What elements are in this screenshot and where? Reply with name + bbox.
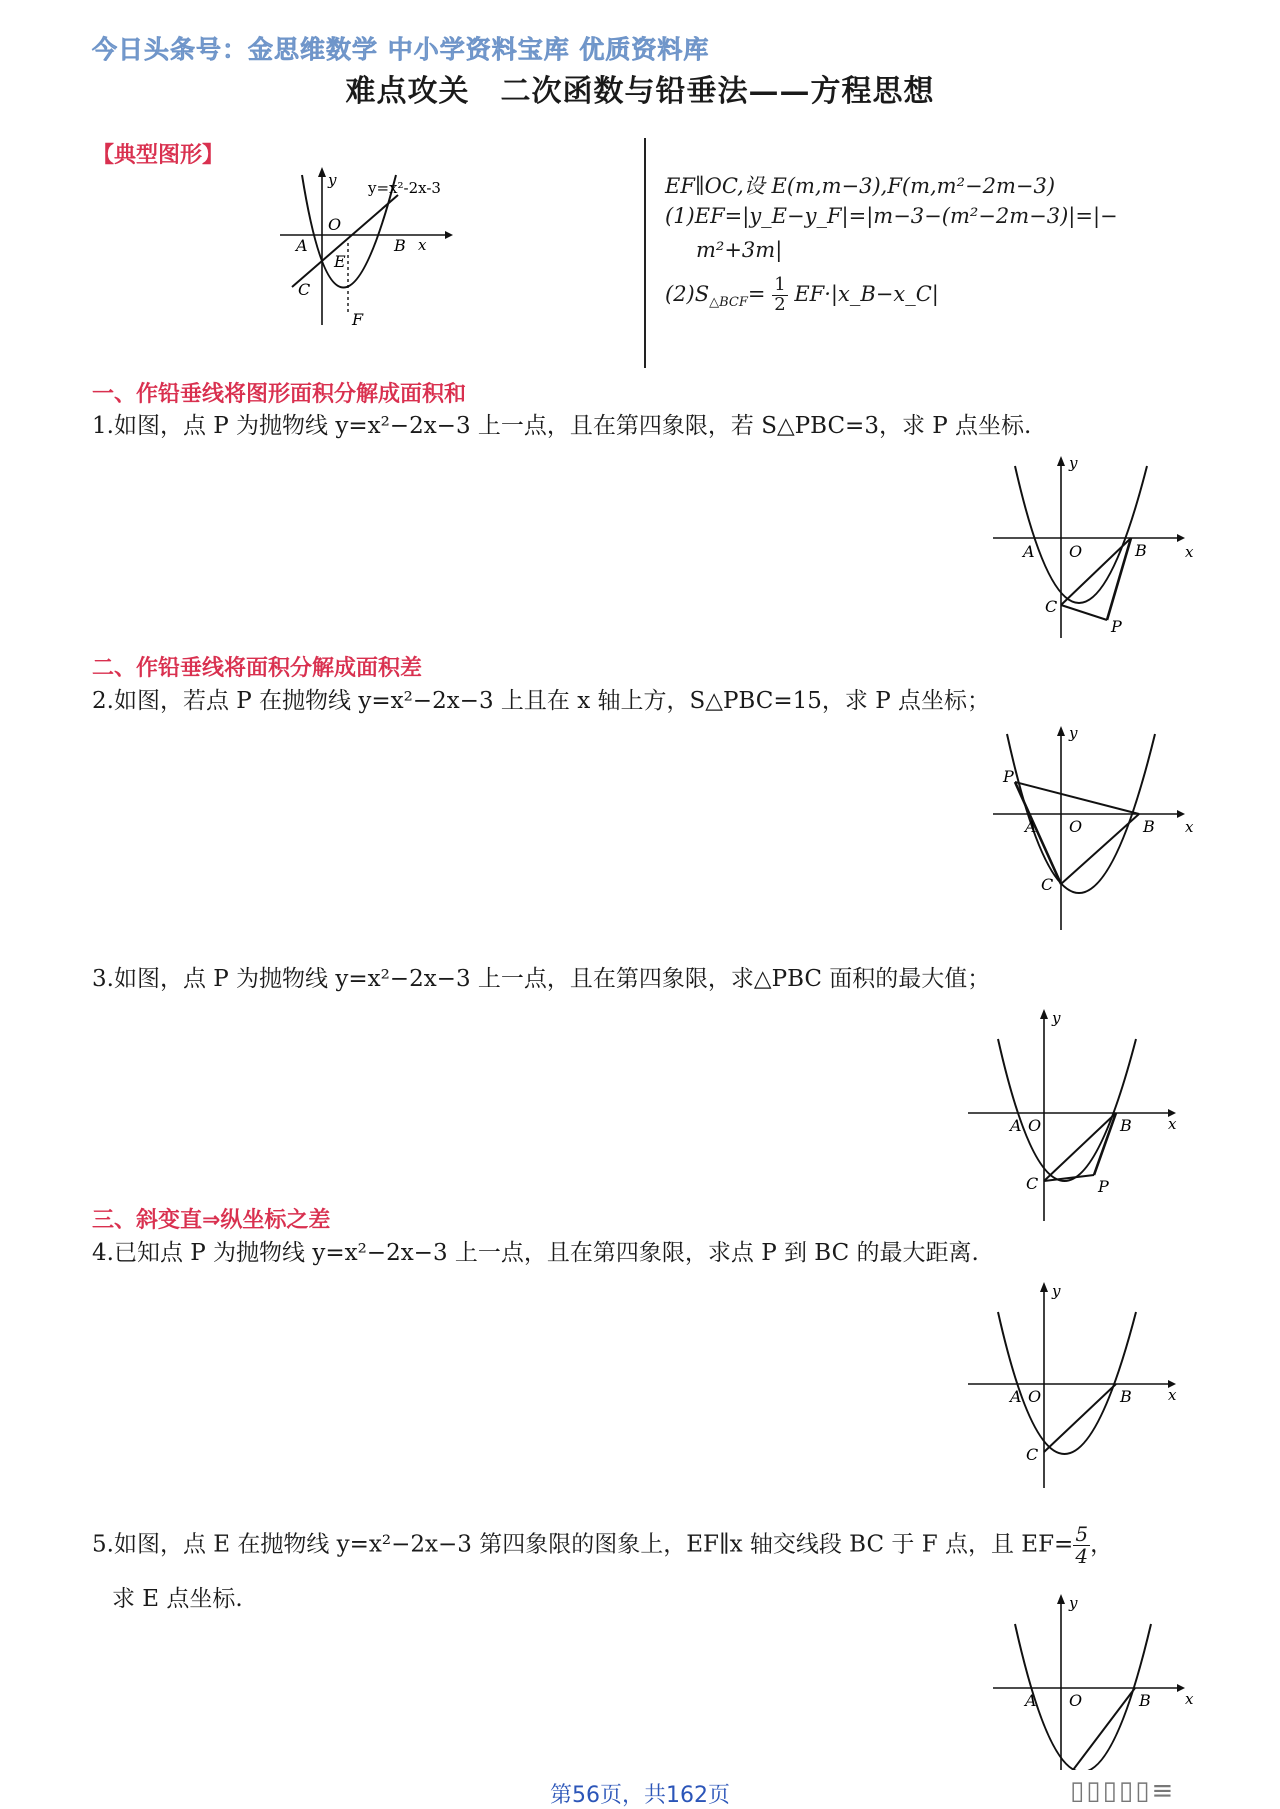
section-3-heading: 三、斜变直⇒纵坐标之差 bbox=[92, 1208, 331, 1233]
label-O: O bbox=[1069, 817, 1083, 836]
label-x-axis: x bbox=[418, 236, 427, 254]
section-2-heading: 二、作铅垂线将面积分解成面积差 bbox=[92, 656, 423, 681]
curve-label: y=x²-2x-3 bbox=[368, 179, 441, 197]
label-B: B bbox=[1120, 1387, 1132, 1406]
fraction-denominator: 4 bbox=[1075, 1544, 1089, 1568]
label-A: A bbox=[1010, 1116, 1022, 1135]
typical-figure-label: 【典型图形】 bbox=[92, 143, 225, 168]
formula-area-sub: △BCF bbox=[709, 295, 748, 311]
label-O: O bbox=[1028, 1116, 1042, 1135]
fraction-denominator: 2 bbox=[774, 293, 786, 315]
label-B: B bbox=[1120, 1116, 1132, 1135]
axis-x-label: x bbox=[1168, 1386, 1177, 1404]
toolbar-icons[interactable]: ▯▯▯▯▯≡ bbox=[1070, 1776, 1176, 1806]
label-O: O bbox=[1069, 1691, 1083, 1710]
problem-2-graph bbox=[985, 722, 1195, 932]
label-E: E bbox=[334, 252, 346, 271]
problem-5-line-1 bbox=[92, 1524, 1113, 1567]
problem-1-graph bbox=[985, 450, 1195, 640]
typical-figure-graph bbox=[270, 165, 470, 340]
axis-x-label: x bbox=[1185, 1690, 1194, 1708]
vertical-divider bbox=[644, 138, 646, 368]
label-B: B bbox=[394, 236, 406, 255]
label-C: C bbox=[1045, 597, 1058, 616]
axis-y-label: y bbox=[1069, 1594, 1078, 1612]
axis-y-label: y bbox=[1052, 1282, 1061, 1300]
problem-5-line-2: 求 E 点坐标. bbox=[112, 1586, 243, 1612]
label-A: A bbox=[1025, 1691, 1037, 1710]
section-1-heading: 一、作铅垂线将图形面积分解成面积和 bbox=[92, 382, 467, 407]
problem-3-graph bbox=[962, 1003, 1194, 1223]
formula-line-3: m²+3m| bbox=[696, 238, 783, 262]
formula-equals: = bbox=[747, 281, 766, 306]
label-C: C bbox=[298, 280, 311, 299]
label-B: B bbox=[1139, 1691, 1151, 1710]
label-P: P bbox=[1003, 767, 1014, 786]
label-A: A bbox=[1025, 817, 1037, 836]
axis-y-label: y bbox=[1069, 724, 1078, 742]
label-A: A bbox=[296, 236, 308, 255]
watermark-header: 今日头条号：金思维数学 中小学资料宝库 优质资料库 bbox=[92, 35, 710, 64]
axis-x-label: x bbox=[1185, 818, 1194, 836]
formula-area-symbol: (2)S bbox=[665, 281, 710, 306]
label-C: C bbox=[1041, 875, 1054, 894]
label-C: C bbox=[1026, 1445, 1039, 1464]
label-B: B bbox=[1143, 817, 1155, 836]
fraction-numerator: 5 bbox=[1075, 1522, 1089, 1546]
axis-x-label: x bbox=[1185, 543, 1194, 561]
problem-5-fraction bbox=[1073, 1524, 1090, 1567]
label-B: B bbox=[1135, 541, 1147, 560]
axis-x-label: x bbox=[1168, 1115, 1177, 1133]
formula-rest: EF·|x_B−x_C| bbox=[794, 281, 939, 306]
label-A: A bbox=[1023, 542, 1035, 561]
axis-y-label: y bbox=[1069, 454, 1078, 472]
problem-5-comma: ， bbox=[1090, 1531, 1114, 1558]
problem-1: 1.如图，点 P 为抛物线 y=x²−2x−3 上一点，且在第四象限，若 S△PBC=3，求 P 点坐标. bbox=[92, 413, 1032, 439]
page-indicator: 第56页，共162页 bbox=[550, 1783, 730, 1808]
label-C: C bbox=[1026, 1174, 1039, 1193]
label-y-axis: y bbox=[328, 171, 337, 189]
problem-5-graph bbox=[985, 1590, 1195, 1770]
label-A: A bbox=[1010, 1387, 1022, 1406]
label-P: P bbox=[1098, 1177, 1109, 1196]
problem-3: 3.如图，点 P 为抛物线 y=x²−2x−3 上一点，且在第四象限，求△PBC 面积的最大值； bbox=[92, 966, 991, 992]
problem-2: 2.如图，若点 P 在抛物线 y=x²−2x−3 上且在 x 轴上方，S△PBC=15，求 P 点坐标； bbox=[92, 688, 990, 714]
page-title: 难点攻关 二次函数与铅垂法——方程思想 bbox=[345, 74, 935, 109]
label-P: P bbox=[1111, 617, 1122, 636]
axis-y-label: y bbox=[1052, 1009, 1061, 1027]
formula-line-4 bbox=[665, 276, 939, 315]
formula-line-2: (1)EF=|y_E−y_F|=|m−3−(m²−2m−3)|=|− bbox=[665, 204, 1118, 228]
label-F: F bbox=[352, 310, 364, 329]
label-O: O bbox=[1069, 542, 1083, 561]
label-O: O bbox=[328, 215, 342, 234]
fraction-numerator: 1 bbox=[774, 274, 786, 295]
problem-4: 4.已知点 P 为抛物线 y=x²−2x−3 上一点，且在第四象限，求点 P 到 BC 的最大距离. bbox=[92, 1240, 979, 1266]
problem-4-graph bbox=[962, 1276, 1194, 1491]
formula-line-1: EF∥OC,设 E(m,m−3),F(m,m²−2m−3) bbox=[665, 174, 1056, 198]
problem-5-text: 5.如图，点 E 在抛物线 y=x²−2x−3 第四象限的图象上，EF∥x 轴交线段 BC 于 F 点，且 EF= bbox=[92, 1531, 1074, 1558]
label-O: O bbox=[1028, 1387, 1042, 1406]
formula-fraction bbox=[772, 276, 787, 315]
